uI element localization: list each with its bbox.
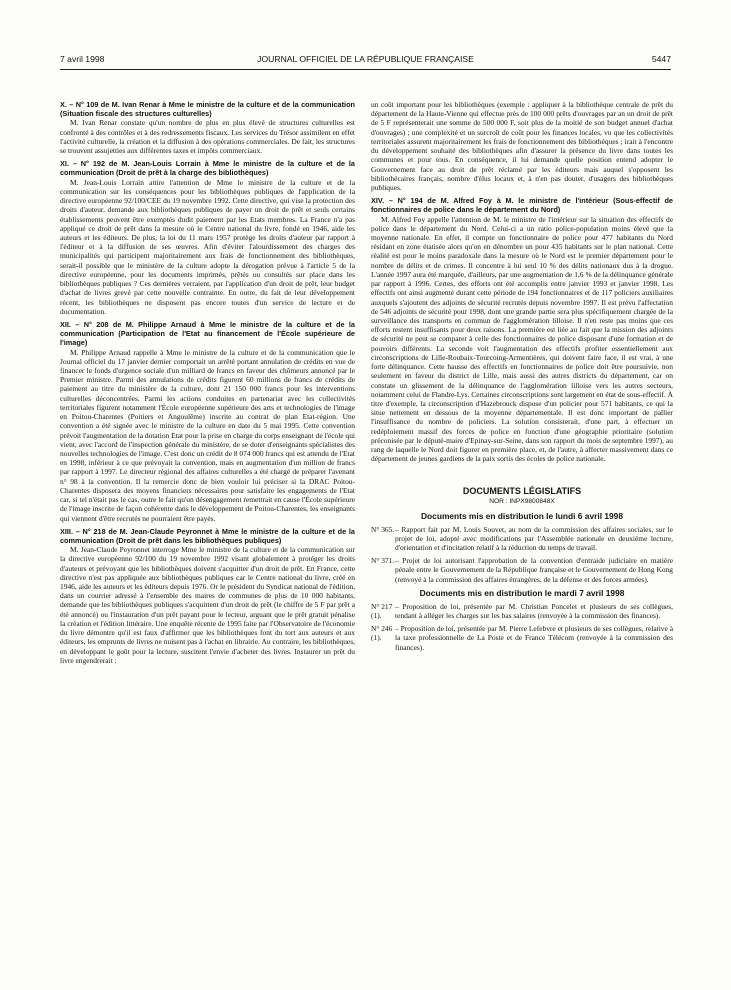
document-number: N° 246 (1).	[371, 624, 393, 643]
question-192	[60, 159, 355, 316]
question-heading: XIV. – N° 194 de M. Alfred Foy à M. le ministre de l'intérieur (Sous-effectif de fonctionnaires de police dans le département du Nord)	[371, 196, 673, 215]
question-208	[60, 320, 355, 523]
document-text: – Proposition de loi, présentée par M. Christian Poncelet et plusieurs de ses collègues, tendant à alléger les charges sur les bas salaires (renvoyée à la commission des finances).	[395, 601, 673, 621]
question-heading: XII. – N° 208 de M. Philippe Arnaud à Mme le ministre de la culture et de la communication (Participation de l'Etat au financement de l'École supérieure de l'image)	[60, 319, 355, 348]
header-date: 7 avril 1998	[60, 54, 105, 64]
right-column	[371, 100, 673, 970]
document-item	[371, 602, 673, 620]
question-text: M. Alfred Foy appelle l'attention de M. le ministre de l'intérieur sur la situation des effectifs de police dans le département du Nord. Celui-ci a un ratio police-population moins élevé que la moyenne nationale. En effet, il compte un fonctionnaire de police pour 477 habitants du Nord résidant en zone étatisée alors qu'on en dénombre un pour 435 habitants sur le plan national. Cette réalité est pour le moins paradoxale dans la mesure où le Nord est le premier département pour le nombre de délits et de crimes. Il concentre à lui seul 10 % des délits nationaux dus à la drogue. L'année 1997 aura été marquée, d'ailleurs, par une augmentation de 1,6 % de la délinquance générale par rapport à 1996. Certes, des efforts ont été accomplis entre janvier 1993 et janvier 1998. Les effectifs ont ainsi augmenté durant cette période de 194 fonctionnaires et de 117 policiers auxiliaires auxquels s'ajoutent des adjoints de sécurité recrutés depuis novembre 1997. Il est prévu l'affectation de 546 adjoints de sécurité pour 1998, dont une grande partie sera plus spécifiquement chargée de la surveillance des transports en commun de l'agglomération lilloise. Il n'en reste pas moins que ces efforts restent insuffisants pour deux raisons. La première est liée au fait que la mission des adjoints de sécurité ne peut se comparer à celle des fonctionnaires de police disposant d'une formation et de pouvoirs différents. La seconde voit l'augmentation des effectifs profiter essentiellement aux circonscriptions de Lille-Roubaix-Tourcoing-Armentières, qui doivent faire face, il est vrai, à une forte délinquance. Cette hausse des effectifs en fonctionnaires de police doit être poursuivie, non seulement en faveur du district de Lille, mais aussi des autres districts du département, car on constate un glissement de la délinquance de l'agglomération lilloise vers les autres secteurs, notamment celui de Flandre-Lys. Certaines circonscriptions sont largement en état de sous-effectif. À titre d'exemple, la circonscription d'Hazebrouck dispose d'un policier pour 571 habitants, ce qui la situe nettement en dessous de la moyenne départementale. Il est donc important de pallier l'insuffisance du nombre de policiers. La solution consisterait, d'une part, à effectuer un redéploiement massif des forces de police en fonction d'une géographie prioritaire (solution préconisée par le député-maire d'Epinay-sur-Seine, dans son rapport du mois de septembre 1997), au rang de laquelle le Nord doit figurer en première place, et, de l'autre, à affecter massivement dans ce département de jeunes gardiens de la paix sortis des écoles de police nationale.	[371, 214, 673, 464]
distribution-heading: Documents mis en distribution le lundi 6 avril 1998	[421, 510, 623, 521]
left-column	[60, 100, 355, 970]
question-text: M. Ivan Renar constate qu'un nombre de plus en plus élevé de structures culturelles est confronté à des contrôles et à des redressements fiscaux. Les services du Trésor assimilent en effet l'activité culturelle, la création et la diffusion à des opérations commerciales. De fait, les structures se trouvent assujetties aux différentes taxes et impôts commerciaux.	[60, 118, 355, 156]
section-title: DOCUMENTS LÉGISLATIFS	[462, 485, 582, 496]
legislative-documents	[371, 486, 673, 652]
question-heading: XIII. – N° 218 de M. Jean-Claude Peyronnet à Mme le ministre de la culture et de la communication (Droit de prêt dans les bibliothèques publiques)	[60, 526, 355, 545]
document-item	[371, 525, 673, 553]
question-218	[60, 527, 355, 665]
document-number: N° 365.	[371, 524, 395, 534]
header-title: JOURNAL OFFICIEL DE LA RÉPUBLIQUE FRANÇAISE	[257, 54, 474, 64]
question-text: M. Philippe Arnaud rappelle à Mme le ministre de la culture et de la communication que le Journal officiel du 17 janvier dernier comportait un arrêté portant annulation de crédits en vue de financer le fonds d'urgence sociale d'un milliard de francs en faveur des chômeurs annoncé par le Premier ministre. Parmi des annulations de crédits figurent 60 millions de francs de crédits de paiement au titre du ministère de la culture, dont 21 150 000 francs pour les interventions culturelles déconcentrées. Parmi les actions conduites en partenariat avec les collectivités territoriales figurent notamment l'École européenne supérieure des arts et technologies de l'image en Poitou-Charentes (Poitiers et Angoulême) inscrite au contrat de plan Etat-région. Une convention a été signée avec le ministre de la culture en date du 5 mai 1995. Cette convention prévoit l'augmentation de la dotation Etat pour la prise en charge du corps enseignant de l'école qui vient, avec l'accord de l'inspection générale du ministère, de se doter d'enseignants spécialistes des nouvelles technologies de l'image. C'est donc un crédit de 8 074 000 francs qui est attendu de l'Etat en 1998, inférieur à ce que prévoyait la convention, mais en augmentation d'un million de francs par rapport à 1997. Le directeur régional des affaires culturelles a été chargé de préparer l'avenant n° 98 à la convention. Il la remercie donc de bien vouloir lui préciser si la DRAC Poitou-Charentes disposera des moyens financiers nécessaires pour satisfaire les engagements de l'Etat car, si tel n'était pas le cas, outre le fait qu'un désengagement remettrait en cause l'École supérieure de l'image inscrite de façon cohérente dans le développement de Poitou-Charentes, les enseignants qui viennent d'être recrutés ne pourraient être payés.	[60, 347, 355, 523]
question-heading: XI. – N° 192 de M. Jean-Louis Lorrain à Mme le ministre de la culture et de la communication (Droit de prêt à la charge des bibliothèques)	[60, 159, 355, 178]
document-text: – Proposition de loi, présentée par M. Pierre Lefebvre et plusieurs de ses collègues, relative à la taxe professionnelle de La Poste et de France Télécom (renvoyée à la commission des finances).	[395, 624, 673, 652]
question-text: un coût important pour les bibliothèques (exemple : appliquer à la bibliothèque centrale de prêt du département de la Haute-Vienne qui effectue près de 100 000 prêts d'ouvrages par an un droit de prêt de 5 F représenterait une somme de 500 000 F, soit plus de la moitié de son budget annuel d'achat d'ouvrages) ; une complexité et un surcroît de coût pour les finances locales, vu que les collectivités territoriales assurent majoritairement les frais de fonctionnement des bibliothèques ; irait à l'encontre du développement souhaité des bibliothèques afin d'assurer la présence du livre dans toutes les communes et pour tous. En conséquence, il lui demande quelle position entend adopter le Gouvernement face au droit de prêt réclamé par les éditeurs mais auquel s'opposent les bibliothécaires français, nombre d'élus locaux et, à n'en pas douter, d'usagers des bibliothèques publiques.	[371, 100, 673, 192]
question-text: M. Jean-Claude Peyronnet interroge Mme le ministre de la culture et de la communication sur la directive européenne 92/100 du 19 novembre 1992 visant globalement à protéger les droits d'auteurs et prévoyant que les bibliothèques doivent s'acquitter d'un droit de prêt. En France, cette directive n'est pas appliquée aux bibliothèques publiques car le Centre national du livre, créé en 1946, aide les auteurs et les éditeurs depuis 1976. Or le président du Syndicat national de l'édition, dans un courrier adressé à l'ensemble des maires de communes de plus de 10 000 habitants, demande que les bibliothèques publiques s'acquittent d'un droit de prêt (le chiffre de 5 F par prêt a été annoncé) ou l'instauration d'un prêt payant pour le lecteur, arguant que le prêt gratuit pénalise la création et l'édition littéraire. Une enquête récente de 1995 faite par l'Observatoire de l'économie du livre démontre qu'il est faux d'affirmer que les bibliothèques font du tort aux auteurs et aux éditeurs, les emprunts de livres ne nuisent pas à l'achat en librairie. Au contraire, les bibliothèques, en développant le goût pour la lecture, suscitent l'envie d'acheter des livres. Instaurer un prêt du livre engendrerait :	[60, 545, 355, 665]
nor-reference: NOR : INPX9800848X	[489, 497, 555, 505]
document-text: – Rapport fait par M. Louis Souvet, au nom de la commission des affaires sociales, sur le projet de loi, adopté avec modifications par l'Assemblée nationale en deuxième lecture, d'orientation et d'incitation relatif à la réduction du temps de travail.	[395, 524, 673, 552]
page-header	[60, 54, 671, 68]
distribution-heading: Documents mis en distribution le mardi 7 avril 1998	[419, 587, 625, 598]
document-item	[371, 556, 673, 584]
question-text: M. Jean-Louis Lorrain attire l'attention de Mme le ministre de la culture et de la communication sur les conséquences pour les bibliothèques publiques de l'application de la directive européenne 92/100/CEE du 19 novembre 1992. Cette directive, qui vise la protection des droits d'auteur, demande aux bibliothèques publiques de payer un droit de prêt et seuls certains établissements peuvent être exemptés dudit paiement par les Etats membres. La France n'a pas appliqué ce droit de prêt dans la mesure où le Centre national du livre, fondé en 1946, aide les auteurs et les éditeurs. De plus, la loi du 11 mars 1957 protège les droits d'auteur par rapport à l'éditeur et à la diffusion de ses œuvres. Afin d'éviter l'alourdissement des charges des municipalités qui participent majoritairement aux frais de fonctionnement des bibliothèques, serait-il possible que le ministère de la culture adopte la dérogation prévue à l'article 5 de la directive européenne, pour les documents imprimés, prêtés ou consultés sur place dans les bibliothèques publiques ? Ces dernières verraient, par l'application d'un droit de prêt, leur budget d'achat de livres grevé par cette nouvelle contrainte. En outre, du fait de leur développement récent, les bibliothèques ne disposent pas encore toutes d'un service de lecture et de documentation.	[60, 177, 355, 316]
question-heading: X. – N° 109 de M. Ivan Renar à Mme le ministre de la culture et de la communication (Situation fiscale des structures culturelles)	[60, 100, 355, 119]
question-218-continued	[371, 100, 673, 192]
question-194	[371, 196, 673, 463]
header-rule	[60, 69, 671, 70]
document-item	[371, 624, 673, 652]
header-page-number: 5447	[651, 54, 671, 64]
document-number: N° 217 (1).	[371, 601, 393, 621]
question-109	[60, 100, 355, 155]
document-number: N° 371.	[371, 556, 395, 566]
document-text: – Projet de loi autorisant l'approbation de la convention d'entraide judiciaire en matière pénale entre le Gouvernement de la République française et le Gouvernement de Hong Kong (renvoyé à la commission des affaires étrangères, de la défense et des forces armées).	[395, 556, 673, 584]
